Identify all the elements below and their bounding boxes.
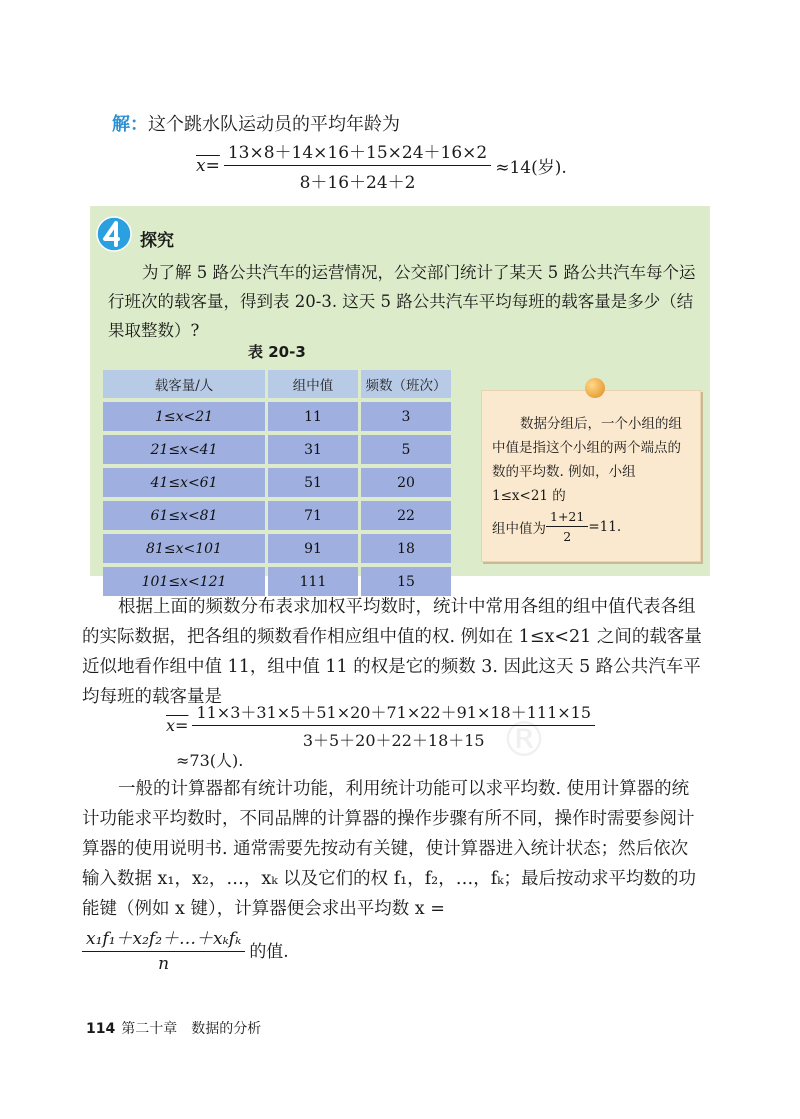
body-paragraph-1: 根据上面的频数分布表求加权平均数时，统计中常用各组的组中值代表各组的实际数据，把各组的频数看作相应组中值的权. 例如在 1≤x<21 之间的载客量近似地看作组中值 11，组中值 11 的权是它的频数 3. 因此这天 5 路公共汽车平均每班的载客量是 (82, 597, 702, 707)
table-cell: 111 (268, 567, 358, 596)
watermark: ® (500, 712, 548, 768)
mean2-fraction (192, 700, 595, 751)
note-text: 数据分组后，一个小组的组中值是指这个小组的两个端点的数的平均数. 例如，小组 1≤x<21 的 (492, 416, 682, 504)
pushpin-icon (585, 378, 605, 398)
table-row (103, 534, 451, 563)
table-cell: 21≤x<41 (103, 435, 265, 464)
table-cell: 15 (361, 567, 451, 596)
note-frac-denominator: 2 (563, 529, 572, 544)
solution-label: 解： (112, 114, 148, 135)
mean-formula-ages (196, 138, 567, 193)
table-cell: 18 (361, 534, 451, 563)
table-cell: 81≤x<101 (103, 534, 265, 563)
note-fraction (546, 509, 588, 544)
weighted-denominator: n (158, 954, 170, 974)
note-last-line (492, 509, 621, 544)
frequency-table (100, 366, 454, 600)
weighted-mean-fraction (82, 924, 245, 974)
mean-lhs: x= (196, 155, 220, 176)
table-cell: 101≤x<121 (103, 567, 265, 596)
chapter-title: 第二十章 数据的分析 (121, 1021, 262, 1037)
mean-denominator: 8＋16＋24＋2 (299, 173, 416, 193)
page-number: 114 (86, 1021, 116, 1037)
mean2-denominator: 3＋5＋20＋22＋18＋15 (302, 731, 485, 750)
page-footer (86, 1018, 261, 1038)
table-row (103, 435, 451, 464)
mean2-lhs: x= (166, 716, 189, 735)
body-paragraph-2: 一般的计算器都有统计功能，利用统计功能可以求平均数. 使用计算器的统计功能求平均数时，不同品牌的计算器的操作步骤有所不同，操作时需要参阅计算器的使用说明书. 通常需要先按动有关键，使计算器进入统计状态；然后依次输入数据 x₁，x₂，…，xₖ 以及它们的权 f₁，f₂，…，fₖ；最后按动求平均数的功能键（例如 x 键），计算器便会求出平均数 x = (82, 779, 697, 919)
explore-title: 探究 (140, 231, 174, 251)
mean-fraction (224, 138, 491, 193)
table-cell: 1≤x<21 (103, 402, 265, 431)
paragraph-2-suffix: 的值. (249, 941, 289, 962)
table-header-cell: 频数（班次） (361, 370, 451, 398)
mean-numerator: 13×8＋14×16＋15×24＋16×2 (224, 138, 491, 166)
table-row (103, 468, 451, 497)
table-cell: 61≤x<81 (103, 501, 265, 530)
table-cell: 51 (268, 468, 358, 497)
table-caption: 表 20-3 (248, 343, 306, 361)
table-cell: 11 (268, 402, 358, 431)
mean2-approx: ≈73(人). (176, 751, 244, 770)
solution-line (112, 110, 400, 136)
weighted-numerator: x₁f₁＋x₂f₂＋…＋xₖfₖ (82, 924, 245, 952)
mean-formula-passengers (166, 700, 595, 751)
table-cell: 41≤x<61 (103, 468, 265, 497)
table-cell: 20 (361, 468, 451, 497)
explore-paragraph: 为了解 5 路公共汽车的运营情况，公交部门统计了某天 5 路公共汽车每个运行班次的载客量，得到表 20-3. 这天 5 路公共汽车平均每班的载客量是多少（结果取整数）? (108, 263, 696, 340)
note-last-prefix: 组中值为 (492, 520, 546, 537)
table-cell: 22 (361, 501, 451, 530)
mean2-numerator: 11×3＋31×5＋51×20＋71×22＋91×18＋111×15 (192, 700, 595, 726)
table-header-cell: 组中值 (268, 370, 358, 398)
note-frac-numerator: 1+21 (546, 509, 588, 527)
table-row (103, 501, 451, 530)
table-row (103, 402, 451, 431)
table-header-cell: 载客量/人 (103, 370, 265, 398)
paragraph-2-formula (82, 924, 289, 974)
table-cell: 3 (361, 402, 451, 431)
note-last-suffix: =11. (588, 518, 622, 535)
table-cell: 31 (268, 435, 358, 464)
table-header-row (103, 370, 451, 398)
explore-icon (96, 216, 132, 252)
table-cell: 5 (361, 435, 451, 464)
solution-text: 这个跳水队运动员的平均年龄为 (148, 114, 400, 135)
table-cell: 91 (268, 534, 358, 563)
table-cell: 71 (268, 501, 358, 530)
mean-result: ≈14(岁). (495, 158, 567, 178)
